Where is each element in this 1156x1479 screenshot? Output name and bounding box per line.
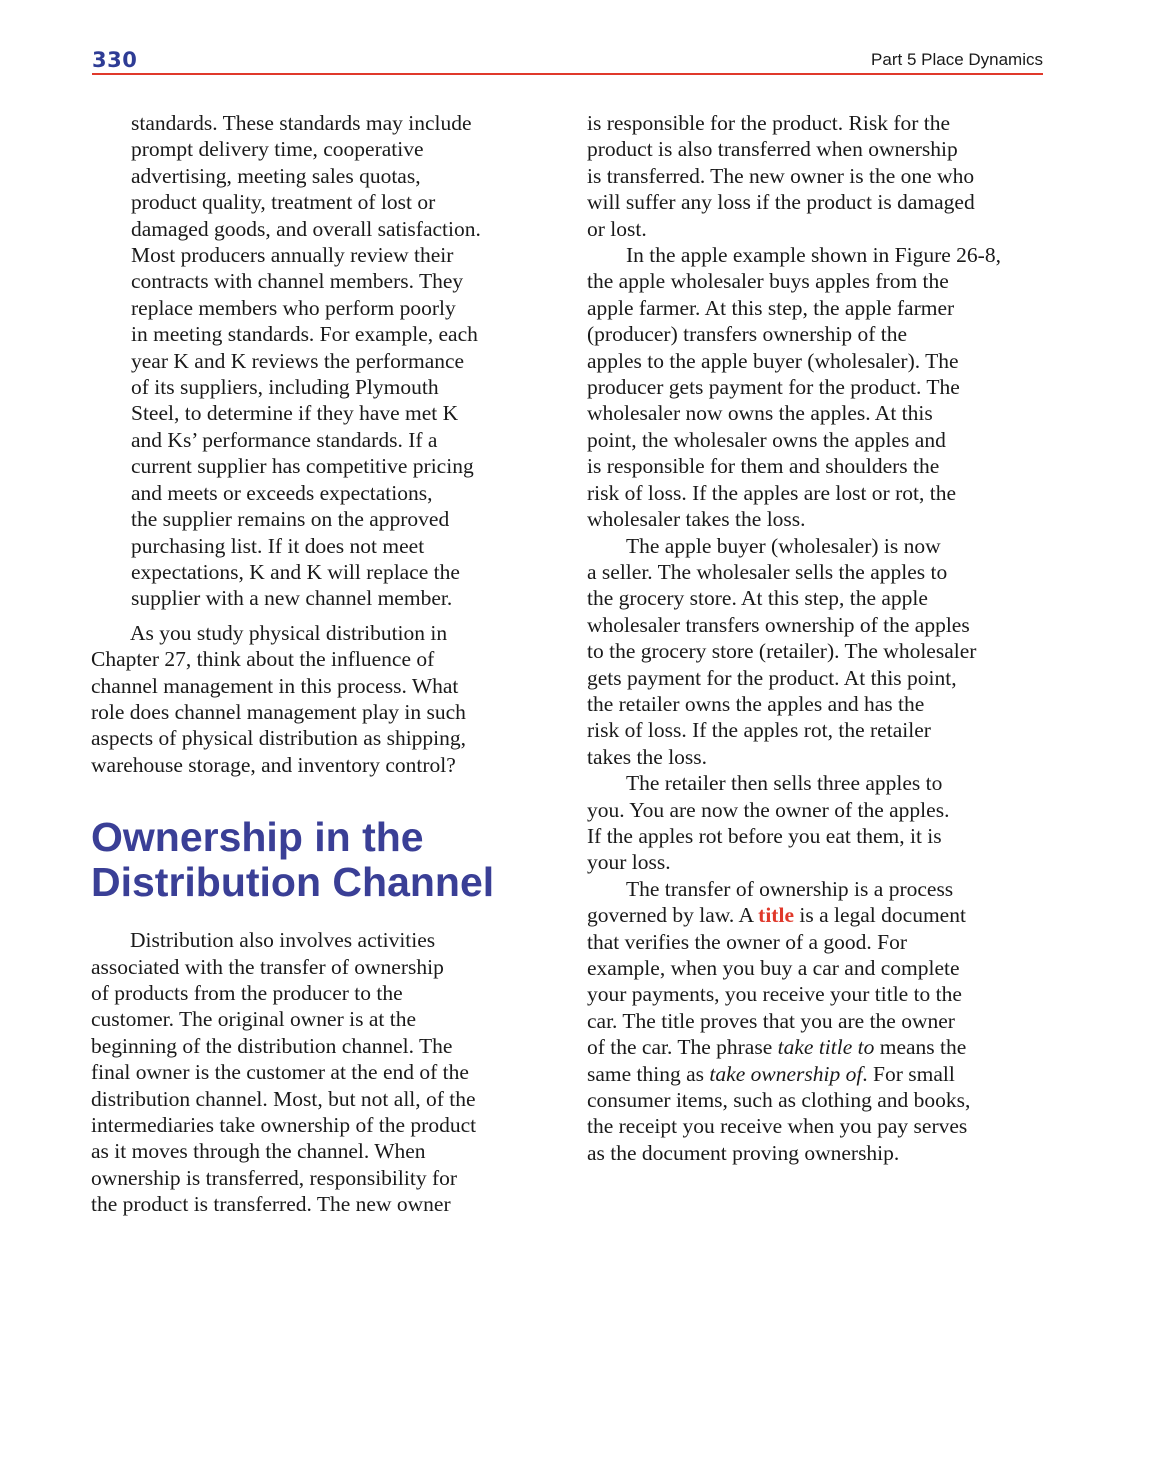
text-line: and Ks’ performance standards. If a — [131, 427, 438, 452]
text-line — [587, 1034, 1047, 1060]
text-line: As you study physical distribution in — [130, 620, 448, 645]
text-line: the grocery store. At this step, the apple — [587, 586, 928, 611]
responsibility-paragraph — [587, 110, 1047, 242]
italic-phrase: take title to — [777, 1035, 875, 1060]
text-line: the retailer owns the apples and has the — [587, 691, 925, 716]
text-line: and meets or exceeds expectations, — [131, 480, 433, 505]
running-head: Part 5 Place Dynamics — [871, 50, 1043, 69]
text-line: standards. These standards may include — [131, 111, 472, 135]
text-line: current supplier has competitive pricing — [131, 454, 474, 479]
page-header — [92, 46, 1043, 76]
text-line: the supplier remains on the approved — [131, 507, 450, 532]
text-line: producer gets payment for the product. The — [587, 375, 960, 400]
text-line: channel management in this process. What — [91, 673, 459, 698]
text-line: The retailer then sells three apples to — [626, 771, 943, 796]
text-line: risk of loss. If the apples rot, the retailer — [587, 718, 931, 743]
text-line: as it moves through the channel. When — [91, 1139, 426, 1164]
text-line: contracts with channel members. They — [131, 269, 464, 294]
wholesaler-paragraph — [587, 533, 1047, 771]
text-line: you. You are now the owner of the apples. — [587, 797, 950, 822]
text-line: apple farmer. At this step, the apple farmer — [587, 295, 955, 320]
text-line: or lost. — [587, 216, 647, 241]
text-line: the product is transferred. The new owner — [91, 1192, 451, 1217]
text-line: gets payment for the product. At this point, — [587, 665, 957, 690]
text-line: the apple wholesaler buys apples from the — [587, 269, 949, 294]
text-line: product is also transferred when ownership — [587, 137, 958, 162]
text-line: In the apple example shown in Figure 26-8, — [626, 243, 1001, 268]
text-line: of its suppliers, including Plymouth — [131, 375, 439, 400]
apple-example-paragraph — [587, 242, 1047, 532]
text-line: your loss. — [587, 850, 671, 875]
text-line: The transfer of ownership is a process — [626, 876, 954, 901]
text-line: wholesaler now owns the apples. At this — [587, 401, 933, 426]
text-line: car. The title proves that you are the owner — [587, 1008, 955, 1033]
text-line: beginning of the distribution channel. The — [91, 1033, 453, 1058]
text-line: purchasing list. If it does not meet — [131, 533, 425, 558]
text-line: wholesaler takes the loss. — [587, 507, 806, 532]
physical-distribution-paragraph — [91, 620, 561, 778]
text-line: warehouse storage, and inventory control? — [91, 752, 456, 777]
text-line: as the document proving ownership. — [587, 1140, 900, 1165]
text-line: damaged goods, and overall satisfaction. — [131, 216, 481, 241]
standards-paragraph — [91, 110, 561, 612]
text-line: distribution channel. Most, but not all, of the — [91, 1086, 476, 1111]
text-line: of products from the producer to the — [91, 980, 403, 1005]
text-line: ownership is transferred, responsibility for — [91, 1165, 458, 1190]
text-run: of the car. The phrase — [587, 1035, 778, 1060]
text-line: apples to the apple buyer (wholesaler). The — [587, 348, 959, 373]
text-line: associated with the transfer of ownership — [91, 954, 444, 979]
text-line: to the grocery store (retailer). The wholesaler — [587, 639, 977, 664]
title-definition-paragraph — [587, 876, 1047, 1166]
text-line: replace members who perform poorly — [131, 295, 456, 320]
text-line: is transferred. The new owner is the one who — [587, 163, 975, 188]
text-line: in meeting standards. For example, each — [131, 322, 478, 347]
text-line: the receipt you receive when you pay serves — [587, 1114, 968, 1139]
header-rule — [92, 73, 1043, 75]
text-run: governed by law. A — [587, 903, 759, 928]
text-run: . For small — [862, 1061, 955, 1086]
text-line: is responsible for them and shoulders the — [587, 454, 940, 479]
text-line: final owner is the customer at the end of the — [91, 1060, 469, 1085]
right-column — [587, 110, 1047, 1166]
text-line: Distribution also involves activities — [130, 928, 436, 953]
text-line: role does channel management play in such — [91, 699, 466, 724]
text-line: point, the wholesaler owns the apples and — [587, 427, 946, 452]
text-line: advertising, meeting sales quotas, — [131, 163, 421, 188]
text-line: supplier with a new channel member. — [131, 586, 453, 611]
text-line: year K and K reviews the performance — [131, 348, 465, 373]
text-line: consumer items, such as clothing and books, — [587, 1088, 971, 1113]
retailer-paragraph — [587, 770, 1047, 876]
text-run: is a legal document — [793, 903, 966, 928]
key-term-title: title — [758, 903, 794, 928]
left-column — [91, 110, 561, 1218]
text-line: The apple buyer (wholesaler) is now — [626, 533, 941, 558]
text-line: Steel, to determine if they have met K — [131, 401, 459, 426]
text-line: customer. The original owner is at the — [91, 1007, 417, 1032]
text-line: product quality, treatment of lost or — [131, 190, 436, 215]
text-line: example, when you buy a car and complete — [587, 956, 960, 980]
text-line: Chapter 27, think about the influence of — [91, 647, 435, 672]
text-run: means the — [874, 1035, 967, 1060]
ownership-intro-paragraph — [91, 927, 561, 1217]
heading-line: Ownership in the — [91, 814, 424, 861]
text-line: a seller. The wholesaler sells the apples to — [587, 559, 948, 584]
text-line: wholesaler transfers ownership of the apples — [587, 612, 970, 637]
text-line — [587, 1061, 1047, 1087]
text-line: will suffer any loss if the product is damaged — [587, 190, 975, 215]
text-line: If the apples rot before you eat them, it is — [587, 823, 942, 848]
text-line: takes the loss. — [587, 744, 708, 769]
heading-line: Distribution Channel — [91, 859, 495, 906]
text-line: intermediaries take ownership of the product — [91, 1113, 477, 1137]
text-line: Most producers annually review their — [131, 243, 454, 268]
text-line: risk of loss. If the apples are lost or rot, the — [587, 480, 956, 505]
section-heading — [91, 815, 561, 905]
text-line: expectations, K and K will replace the — [131, 559, 460, 584]
text-line: your payments, you receive your title to the — [587, 982, 962, 1007]
text-line: (producer) transfers ownership of the — [587, 322, 907, 347]
text-line: is responsible for the product. Risk for the — [587, 111, 951, 135]
text-run: same thing as — [587, 1061, 710, 1086]
italic-phrase: take ownership of — [709, 1061, 863, 1086]
text-line — [587, 902, 1047, 928]
page-number: 330 — [92, 48, 138, 72]
text-line: that verifies the owner of a good. For — [587, 929, 908, 954]
text-line: aspects of physical distribution as shipping, — [91, 726, 467, 751]
text-line: prompt delivery time, cooperative — [131, 137, 424, 162]
